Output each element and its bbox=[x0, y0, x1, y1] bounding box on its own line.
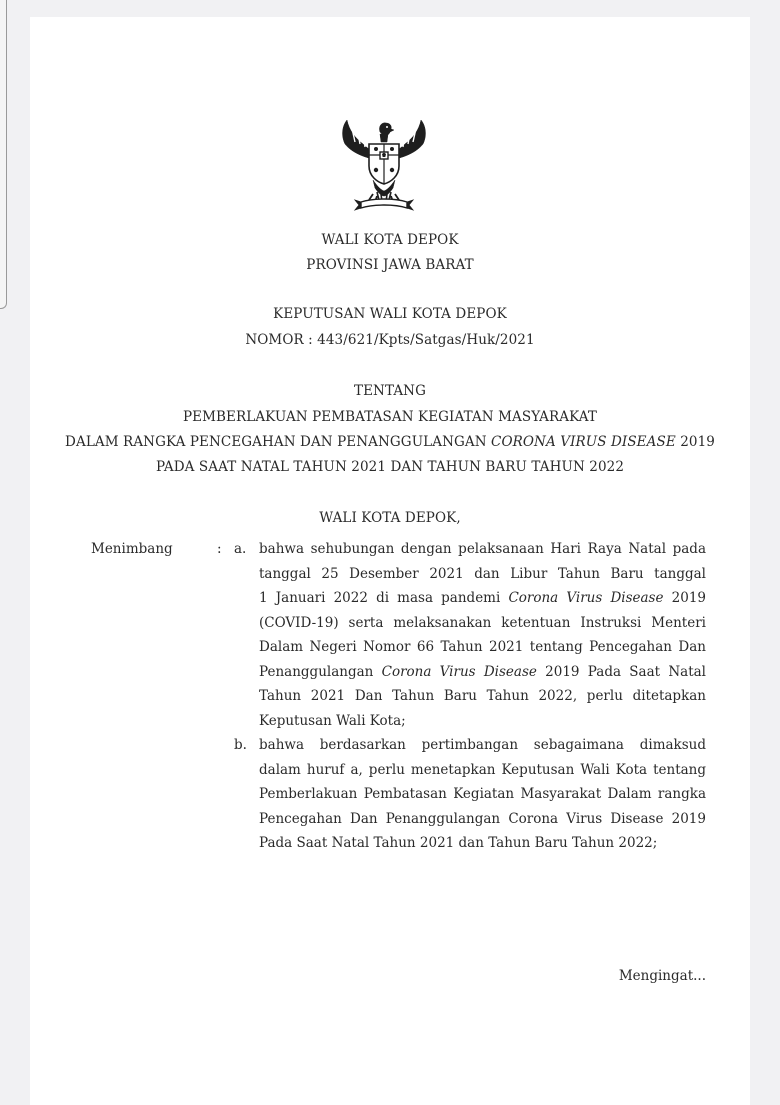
garuda-emblem-icon bbox=[333, 114, 435, 214]
item-a-line: bahwa sehubungan dengan pelaksanaan Hari Raya Natal pada bbox=[259, 541, 706, 557]
item-b-line: dalam huruf a, perlu menetapkan Keputusan Wali Kota tentang bbox=[259, 761, 706, 778]
decree-number: NOMOR : 443/621/Kpts/Satgas/Huk/2021 bbox=[245, 332, 535, 348]
item-a-line-italic: Corona Virus Disease bbox=[381, 663, 537, 680]
subject-line-2 bbox=[30, 434, 750, 450]
subject-line-2-post: 2019 bbox=[675, 434, 715, 450]
continuation-text: Mengingat... bbox=[618, 968, 706, 984]
item-a-line bbox=[259, 586, 706, 611]
item-a-line bbox=[259, 660, 706, 685]
decree-title: KEPUTUSAN WALI KOTA DEPOK bbox=[273, 306, 507, 322]
item-b-marker: b. bbox=[234, 737, 247, 753]
item-a-line-italic: Corona Virus Disease bbox=[508, 590, 664, 606]
item-a-line-pre: Penanggulangan bbox=[259, 663, 382, 680]
item-a-line: Dalam Negeri Nomor 66 Tahun 2021 tentang Pencegahan Dan bbox=[259, 639, 706, 655]
item-a-line: Keputusan Wali Kota; bbox=[259, 712, 406, 729]
item-b-line: Pada Saat Natal Tahun 2021 dan Tahun Baru Tahun 2022; bbox=[259, 835, 658, 851]
item-a-line: tanggal 25 Desember 2021 dan Libur Tahun Baru tanggal bbox=[259, 565, 706, 582]
item-a-line: Tahun 2021 Dan Tahun Baru Tahun 2022, perlu ditetapkan bbox=[259, 688, 706, 704]
subject-line-2-italic: CORONA VIRUS DISEASE bbox=[491, 434, 676, 450]
item-b-line: Pemberlakuan Pembatasan Kegiatan Masyarakat Dalam rangka bbox=[259, 786, 706, 802]
subject-line-2-pre: DALAM RANGKA PENCEGAHAN DAN PENANGGULANGAN bbox=[65, 434, 492, 450]
item-a-line: (COVID-19) serta melaksanakan ketentuan Instruksi Menteri bbox=[259, 614, 706, 631]
item-b-text bbox=[259, 733, 706, 856]
item-a-line-pre: 1 Januari 2022 di masa pandemi bbox=[259, 590, 509, 606]
decree-about: TENTANG bbox=[354, 383, 426, 399]
considering-label: Menimbang bbox=[91, 541, 173, 557]
considering-colon: : bbox=[217, 541, 222, 557]
item-a-marker: a. bbox=[234, 541, 247, 557]
item-a-line-post: 2019 bbox=[663, 590, 706, 606]
item-a-text bbox=[259, 537, 706, 733]
left-edge-tab bbox=[0, 0, 7, 309]
subject-line-1: PEMBERLAKUAN PEMBATASAN KEGIATAN MASYARAKAT bbox=[182, 409, 598, 425]
issuer-heading: WALI KOTA DEPOK, bbox=[319, 510, 461, 526]
item-b-line: bahwa berdasarkan pertimbangan sebagaimana dimaksud bbox=[259, 737, 706, 753]
authority-heading: WALI KOTA DEPOK bbox=[321, 232, 459, 248]
item-a-line-post: 2019 Pada Saat Natal bbox=[536, 663, 706, 680]
province-heading: PROVINSI JAWA BARAT bbox=[306, 257, 474, 273]
item-b-line: Pencegahan Dan Penanggulangan Corona Virus Disease 2019 bbox=[259, 810, 706, 827]
subject-line-3: PADA SAAT NATAL TAHUN 2021 DAN TAHUN BARU TAHUN 2022 bbox=[155, 459, 625, 475]
